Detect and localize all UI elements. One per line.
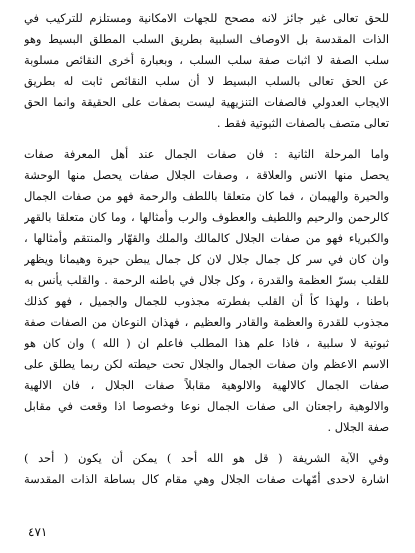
text-line: الايجاب العدولي فالصفات التنزيهية ليست بصفات على الحقيقة وانما الحق [24,95,389,109]
paragraph-gap [24,134,389,144]
paragraph-1 [24,8,389,134]
text-line: واما المرحلة الثانية : فان صفات الجمال عند أهل المعرفة صفات [24,147,389,161]
text-line: صفة الجلال . [327,420,389,434]
text-line: وان كان في سر كل جمال جلال لان كل جمال يبطن حيرة وهيمانا ويظهر [24,252,389,266]
text-line: تعالى متصف بالصفات الثبوتية فقط . [216,116,389,130]
text-line: يحصل منها الانس والعلاقة ، وصفات الجلال صفات يحصل منها الوحشة [24,168,389,182]
text-line: سلب الصفة لا اثبات صفة سلب السلب ، وبعبارة أخرى النقائص مسلوبة [24,53,389,67]
text-line: للقلب بسرّ العظمة والقدرة ، وكل جلال في باطنه الرحمة . والقلب يأنس به [24,273,389,287]
text-line: كالرحمن والرحيم واللطيف والعطوف والرب وأمثالها ، وما كان متعلقا بالقهر [24,210,389,224]
text-line: صفات الجمال كالالهية والالوهية مقابلاً صفات الجلال ، فان الالهية [24,378,389,392]
page-number: ٤٧١ [28,525,48,539]
text-line: ثبوتية لا سلبية ، فاذا علم هذا المطلب فاعلم ان ( الله ) وان كان هو [24,336,389,350]
text-line: عن الحق تعالى بالسلب البسيط لا أن سلب النقائص ثابت له بطريق [24,74,389,88]
text-line: باطنا ، ولهذا كأ أن القلب بفطرته مجذوب للجمال والجميل ، فهو كذلك [24,294,389,308]
text-line: مجذوب للقدرة والعظمة والقادر والعظيم ، فهذان النوعان من الصفات صفة [24,315,389,329]
text-line: الاسم الاعظم وان صفات الجمال والجلال تحت حيطته لكن ربما يطلق على [24,357,389,371]
text-line: والالوهية راجعتان الى صفات الجمال نوعا وخصوصا اذا وقعت في مقابل [24,399,389,413]
text-line: والكبرياء فهو من صفات الجلال كالمالك والملك والقهّار والمنتقم وأمثالها ، [24,231,389,245]
text-line: الذات المقدسة بل الاوصاف السلبية بطريق السلب المطلق البسيط وهو [24,32,389,46]
paragraph-3 [24,448,389,490]
body-text [24,8,389,490]
text-line: وفي الآية الشريفة ( قل هو الله أحد ) يمكن أن يكون ( أحد ) [24,451,389,465]
paragraph-2 [24,144,389,438]
text-line: للحق تعالى غير جائز لانه مصحح للجهات الامكانية ومستلزم للتركيب في [24,11,389,25]
text-line: اشارة لاحدى أمّهات صفات الجلال وهي مقام كال بساطة الذات المقدسة [24,472,389,486]
paragraph-gap [24,438,389,448]
text-line: والحيرة والهيمان ، فما كان متعلقا باللطف والرحمة فهو من صفات الجمال [24,189,389,203]
